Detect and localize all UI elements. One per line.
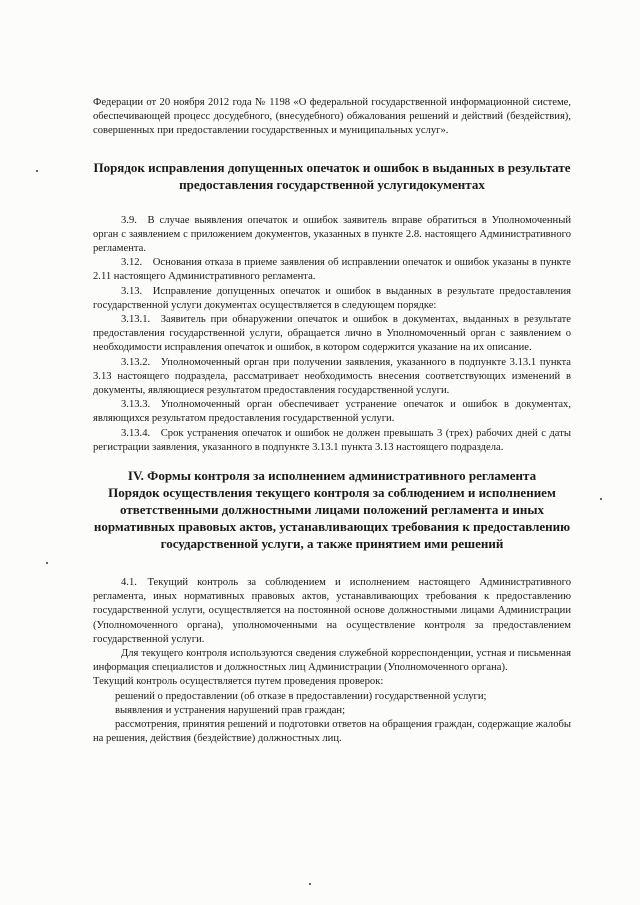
scan-speck — [36, 170, 38, 172]
section-4-title: IV. Формы контроля за исполнением административного регламента — [127, 468, 537, 484]
list-item: рассмотрения, принятия решений и подготовки ответов на обращения граждан, содержащие жалобы на решения, действия (бездействие) должностных лиц. — [93, 719, 571, 745]
paragraph-checks-intro: Текущий контроль осуществляется путем проведения проверок: — [93, 676, 384, 688]
list-item: решений о предоставлении (об отказе в предоставлении) государственной услуги; — [115, 690, 487, 702]
paragraph-3-13-4: 3.13.4. Срок устранения опечаток и ошибок не должен превышать 3 (трех) рабочих дней с даты регистрации заявления, указанного в подпункте 3.13.1 пункта 3.13 настоящего подраздела. — [93, 427, 571, 453]
intro-paragraph: Федерации от 20 ноября 2012 года № 1198 «О федеральной государственной информационной системе, обеспечивающей процесс досудебного, (внесудебного) обжалования решений и действий (бездействия), совершенных при предоставлении государственных и муниципальных услуг». — [93, 97, 571, 137]
paragraph-3-13-3: 3.13.3. Уполномоченный орган обеспечивает устранение опечаток и ошибок в документах, являющихся результатом предоставления государственной услуги. — [93, 399, 571, 425]
document-page — [93, 96, 571, 747]
section-3-heading: Порядок исправления допущенных опечаток и ошибок в выданных в результате предоставления государственной услугидокументах — [93, 159, 571, 192]
paragraph-info-sources: Для текущего контроля используются сведения служебной корреспонденции, устная и письменная информация специалистов и должностных лиц Администрации (Уполномоченного органа). — [93, 648, 571, 674]
paragraph-3-12: 3.12. Основания отказа в приеме заявления об исправлении опечаток и ошибок указаны в пункте 2.11 настоящего Административного регламента. — [93, 257, 571, 283]
paragraph-4-1: 4.1. Текущий контроль за соблюдением и исполнением настоящего Административного регламента, иных нормативных правовых актов, устанавливающих требования к предоставлению государственной услуги, осуществляется на постоянной основе должностными лицами Администрации (Уполномоченного органа), уполномоченными на осуществление контроля за предоставлением государственной услуги. — [93, 577, 571, 645]
paragraph-3-13-2: 3.13.2. Уполномоченный орган при получении заявления, указанного в подпункте 3.13.1 пункта 3.13 настоящего подраздела, рассматривает необходимость внесения соответствующих изменений в документы, являющиеся результатом предоставления государственной услуги. — [93, 356, 571, 397]
list-item: выявления и устранения нарушений прав граждан; — [115, 704, 346, 716]
scan-speck — [309, 883, 311, 885]
scan-speck — [46, 562, 48, 564]
section-4-heading — [93, 467, 571, 552]
paragraph-3-9: 3.9. В случае выявления опечаток и ошибок заявитель вправе обратиться в Уполномоченный орган с заявлением с приложением документов, указанных в пункте 2.8. настоящего Административного регламента. — [93, 214, 571, 255]
section-4-subtitle: Порядок осуществления текущего контроля за соблюдением и исполнением ответственными должностными лицами положений регламента и иных нормативных правовых актов, устанавливающих требования к предоставлению государственной услуги, а также принятием ими решений — [93, 485, 571, 552]
paragraph-3-13: 3.13. Исправление допущенных опечаток и ошибок в выданных в результате предоставления государственной услуги документах осуществляется в следующем порядке: — [93, 285, 571, 311]
paragraph-3-13-1: 3.13.1. Заявитель при обнаружении опечаток и ошибок в документах, выданных в результате предоставления государственной услуги, обращается лично в Уполномоченный орган с заявлением о необходимости исправления опечаток и ошибок, в котором содержится указание на их описание. — [93, 314, 571, 354]
scan-speck — [600, 498, 602, 500]
